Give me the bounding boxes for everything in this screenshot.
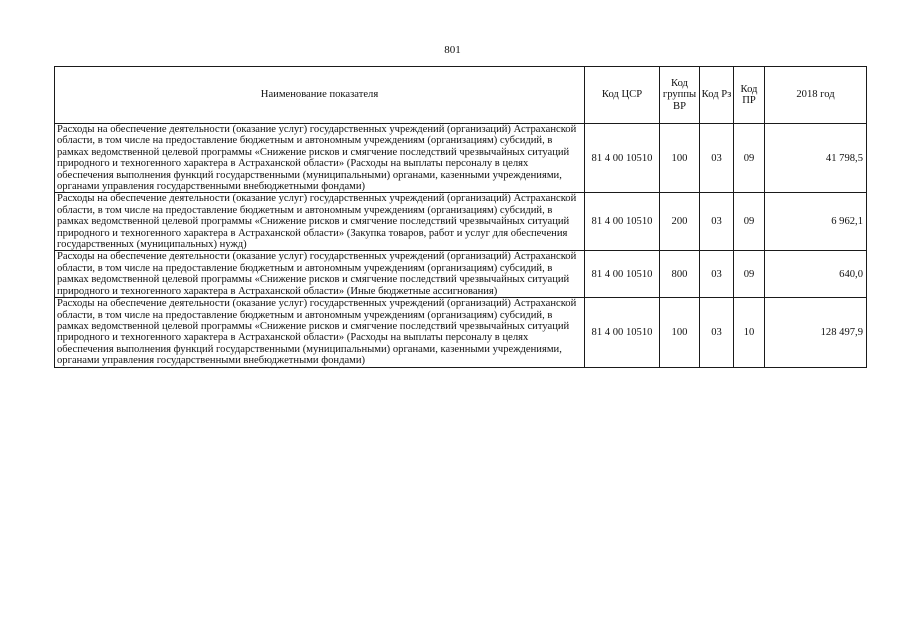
row-rz-code: 03 [700,124,734,193]
header-row [55,67,867,124]
table-row [55,193,867,251]
header-vr-code: Код группы ВР [660,67,700,124]
row-csr-code: 81 4 00 10510 [585,251,660,298]
row-amount: 6 962,1 [765,193,867,251]
header-pr-code: Код ПР [734,67,765,124]
header-rz-code: Код Рз [700,67,734,124]
budget-table [54,66,867,368]
row-amount: 128 497,9 [765,298,867,367]
row-name: Расходы на обеспечение деятельности (оказание услуг) государственных учреждений (организаций) Астраханской области, в том числе на предоставление бюджетным и автономным учреждениям (организациям) субсидий, в рамках ведомственной целевой программы «Снижение рисков и смягчение последствий чрезвычайных ситуаций природного и техногенного характера в Астраханской области» (Расходы на выплаты персоналу в целях обеспечения выполнения функций государственными (муниципальными) органами, казенными учреждениями, органами управления государственными внебюджетными фондами) [55,124,585,193]
row-rz-code: 03 [700,251,734,298]
header-csr-code: Код ЦСР [585,67,660,124]
row-pr-code: 09 [734,251,765,298]
row-pr-code: 10 [734,298,765,367]
row-name: Расходы на обеспечение деятельности (оказание услуг) государственных учреждений (организаций) Астраханской области, в том числе на предоставление бюджетным и автономным учреждениям (организациям) субсидий, в рамках ведомственной целевой программы «Снижение рисков и смягчение последствий чрезвычайных ситуаций природного и техногенного характера в Астраханской области» (Иные бюджетные ассигнования) [55,251,585,298]
row-csr-code: 81 4 00 10510 [585,193,660,251]
row-csr-code: 81 4 00 10510 [585,124,660,193]
row-name: Расходы на обеспечение деятельности (оказание услуг) государственных учреждений (организаций) Астраханской области, в том числе на предоставление бюджетным и автономным учреждениям (организациям) субсидий, в рамках ведомственной целевой программы «Снижение рисков и смягчение последствий чрезвычайных ситуаций природного и техногенного характера в Астраханской области» (Закупка товаров, работ и услуг для обеспечения государственных (муниципальных) нужд) [55,193,585,251]
row-pr-code: 09 [734,124,765,193]
table-row [55,298,867,367]
row-amount: 41 798,5 [765,124,867,193]
row-rz-code: 03 [700,298,734,367]
row-pr-code: 09 [734,193,765,251]
row-amount: 640,0 [765,251,867,298]
row-vr-code: 800 [660,251,700,298]
page-number: 801 [444,44,461,56]
row-vr-code: 200 [660,193,700,251]
header-year: 2018 год [765,67,867,124]
table-row [55,124,867,193]
table-row [55,251,867,298]
row-vr-code: 100 [660,298,700,367]
row-csr-code: 81 4 00 10510 [585,298,660,367]
header-name: Наименование показателя [55,67,585,124]
row-vr-code: 100 [660,124,700,193]
row-rz-code: 03 [700,193,734,251]
row-name: Расходы на обеспечение деятельности (оказание услуг) государственных учреждений (организаций) Астраханской области, в том числе на предоставление бюджетным и автономным учреждениям (организациям) субсидий, в рамках ведомственной целевой программы «Снижение рисков и смягчение последствий чрезвычайных ситуаций природного и техногенного характера в Астраханской области» (Расходы на выплаты персоналу в целях обеспечения выполнения функций государственными (муниципальными) органами, казенными учреждениями, органами управления государственными внебюджетными фондами) [55,298,585,367]
